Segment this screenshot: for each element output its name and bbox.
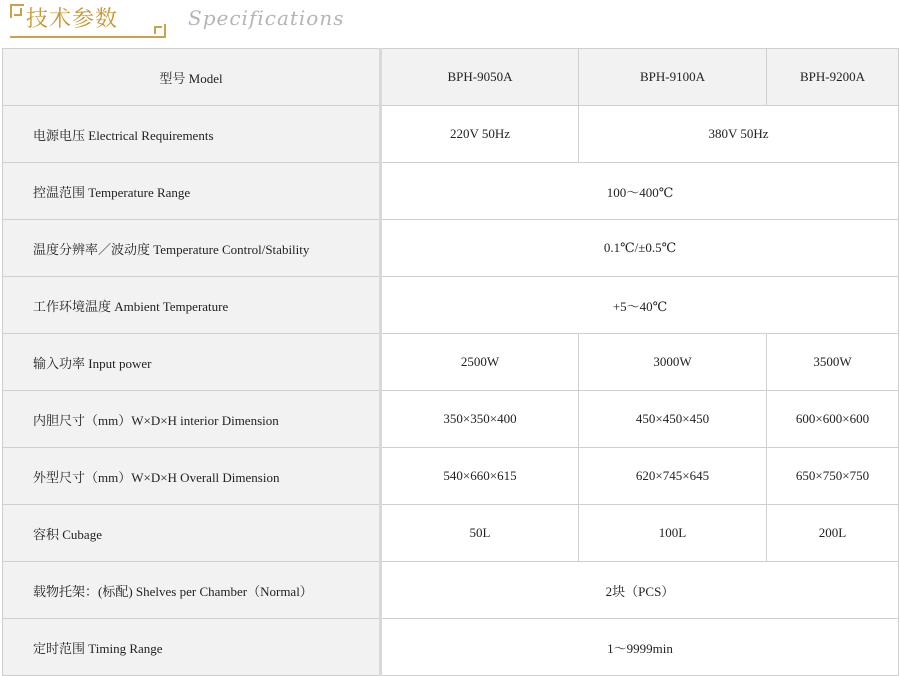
table-row [3, 562, 899, 619]
table-cell: 0.1℃/±0.5℃ [381, 220, 899, 277]
row-label: 外型尺寸（mm）W×D×H Overall Dimension [3, 448, 381, 505]
table-cell: 650×750×750 [767, 448, 899, 505]
table-cell: 540×660×615 [381, 448, 579, 505]
table-cell: 3000W [579, 334, 767, 391]
table-cell: +5～40℃ [381, 277, 899, 334]
table-row [3, 106, 899, 163]
row-label: 电源电压 Electrical Requirements [3, 106, 381, 163]
spec-table [2, 48, 899, 676]
model-bph-9200a: BPH-9200A [767, 49, 899, 106]
row-label: 输入功率 Input power [3, 334, 381, 391]
row-label: 温度分辨率／波动度 Temperature Control/Stability [3, 220, 381, 277]
model-bph-9050a: BPH-9050A [381, 49, 579, 106]
table-row [3, 619, 899, 676]
table-cell: 50L [381, 505, 579, 562]
table-row [3, 334, 899, 391]
table-cell: 220V 50Hz [381, 106, 579, 163]
section-header [0, 0, 900, 44]
section-title: 技术参数 [26, 7, 119, 32]
table-cell: 600×600×600 [767, 391, 899, 448]
table-row [3, 448, 899, 505]
table-row [3, 163, 899, 220]
table-row [3, 505, 899, 562]
model-header-label: 型号 Model [3, 49, 381, 106]
table-cell: 2500W [381, 334, 579, 391]
table-cell: 1～9999min [381, 619, 899, 676]
table-cell: 450×450×450 [579, 391, 767, 448]
section-subtitle: Specifications [188, 6, 345, 30]
table-header-row [3, 49, 899, 106]
table-cell: 200L [767, 505, 899, 562]
row-label: 内胆尺寸（mm）W×D×H interior Dimension [3, 391, 381, 448]
title-underline [10, 36, 166, 38]
table-cell: 380V 50Hz [579, 106, 899, 163]
table-cell: 2块（PCS） [381, 562, 899, 619]
row-label: 定时范围 Timing Range [3, 619, 381, 676]
table-row [3, 391, 899, 448]
row-label: 控温范围 Temperature Range [3, 163, 381, 220]
table-cell: 100L [579, 505, 767, 562]
row-label: 容积 Cubage [3, 505, 381, 562]
table-cell: 350×350×400 [381, 391, 579, 448]
table-cell: 3500W [767, 334, 899, 391]
model-bph-9100a: BPH-9100A [579, 49, 767, 106]
table-row [3, 220, 899, 277]
table-row [3, 277, 899, 334]
row-label: 工作环境温度 Ambient Temperature [3, 277, 381, 334]
corner-ornament-icon [154, 26, 162, 34]
row-label: 载物托架：(标配) Shelves per Chamber（Normal） [3, 562, 381, 619]
table-cell: 620×745×645 [579, 448, 767, 505]
corner-ornament-icon [14, 8, 22, 16]
table-cell: 100～400℃ [381, 163, 899, 220]
